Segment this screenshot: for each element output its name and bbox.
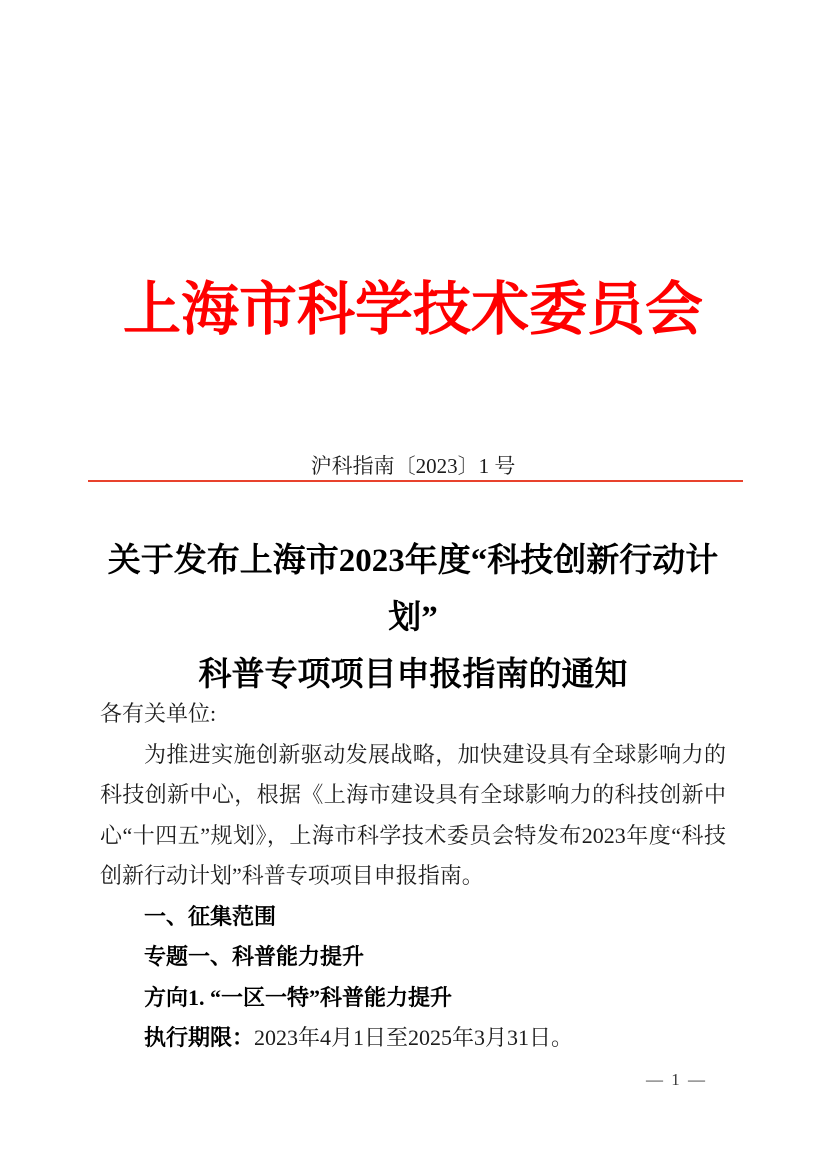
- exec-period-line: [100, 1018, 726, 1059]
- salutation: 各有关单位:: [100, 701, 217, 726]
- doc-number: 沪科指南〔2023〕1 号: [310, 454, 516, 478]
- direction-heading-1: 方向1. “一区一特”科普能力提升: [144, 984, 453, 1010]
- red-divider-line: [88, 480, 743, 482]
- topic-heading-1: 专题一、科普能力提升: [144, 944, 365, 969]
- notice-title: [100, 533, 726, 704]
- exec-period-label: 执行期限：: [144, 1025, 255, 1050]
- letterhead-org-title: 上海市科学技术委员会: [122, 277, 703, 342]
- page-number: — 1 —: [646, 1070, 707, 1089]
- notice-title-line1: 关于发布上海市2023年度“科技创新行动计划”: [107, 543, 719, 636]
- intro-paragraph: 为推进实施创新驱动发展战略，加快建设具有全球影响力的科技创新中心，根据《上海市建设具有全球影响力的科技创新中心“十四五”规划》，上海市科学技术委员会特发布2023年度“科技创新行动计划”科普专项项目申报指南。: [100, 741, 726, 888]
- section-heading-collection-scope: 一、征集范围: [144, 903, 277, 929]
- notice-title-line2: 科普专项项目申报指南的通知: [198, 657, 628, 693]
- exec-period-value: 2023年4月1日至2025年3月31日。: [254, 1025, 574, 1050]
- document-body: [100, 694, 726, 1059]
